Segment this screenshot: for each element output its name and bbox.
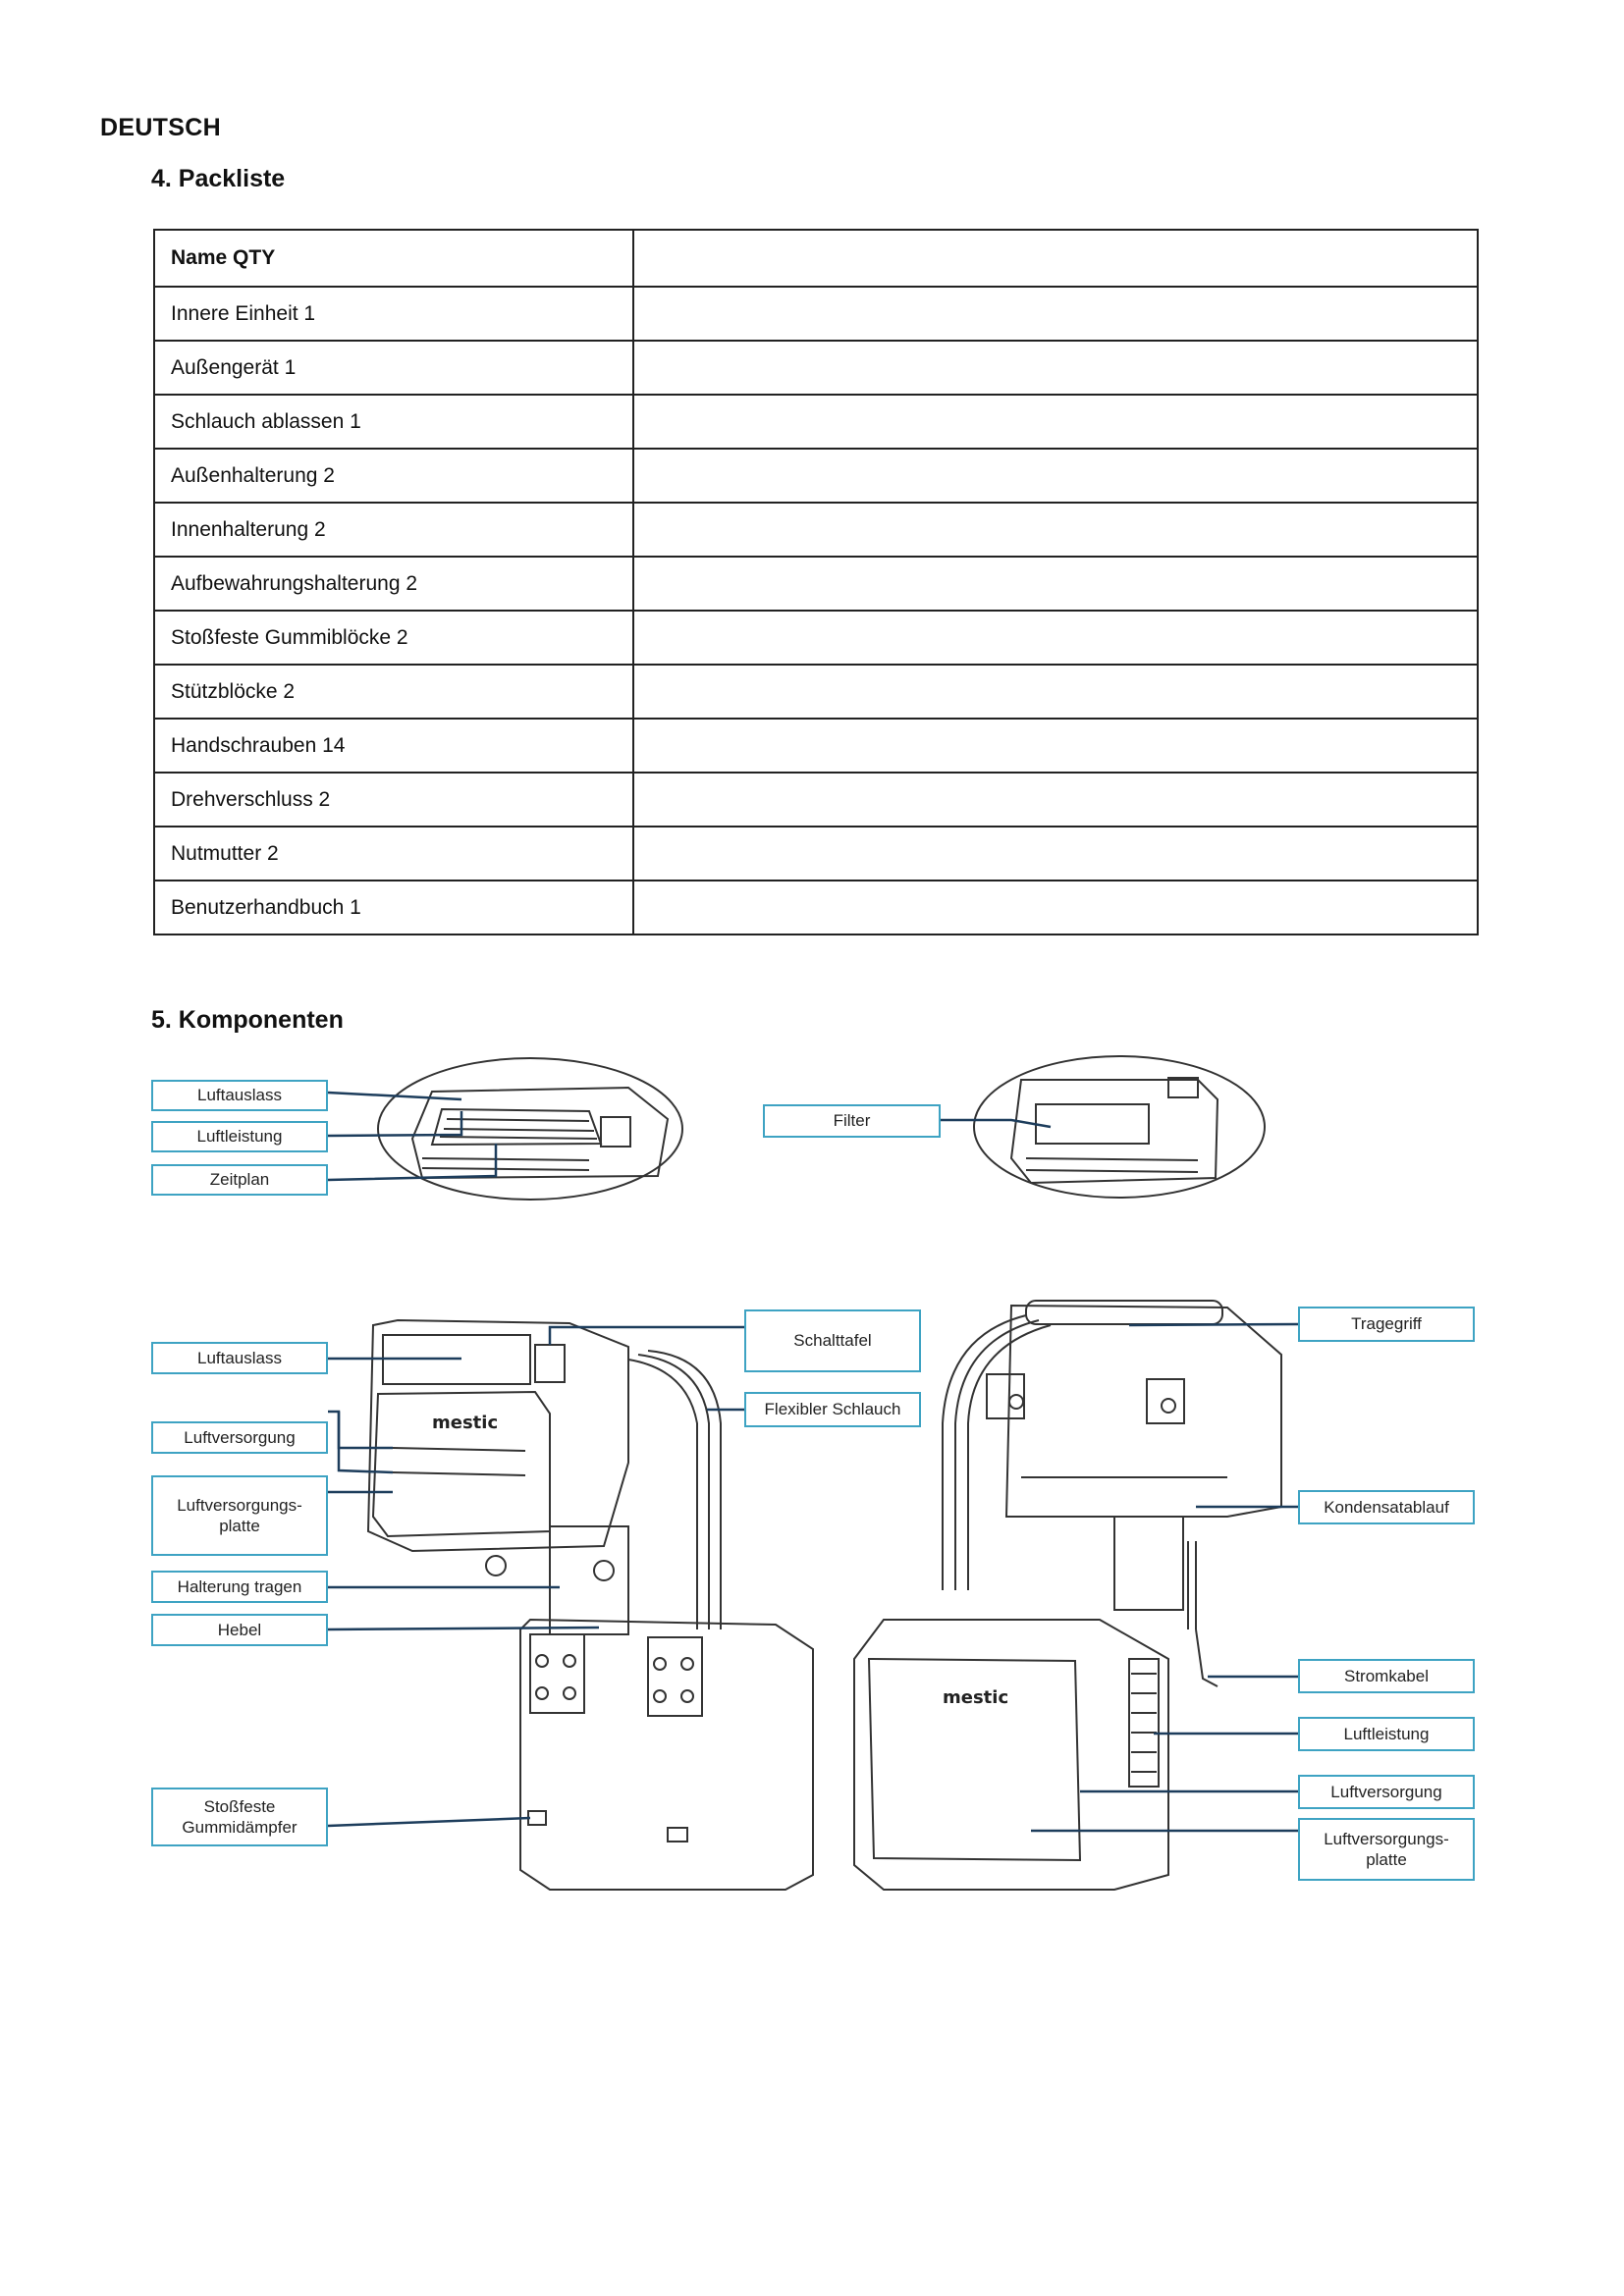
table-header-cell: Name QTY (154, 230, 633, 287)
label-line: Gummidämpfer (182, 1818, 298, 1837)
table-cell: Nutmutter 2 (154, 827, 633, 881)
label-hebel: Hebel (151, 1614, 328, 1646)
table-cell: Drehverschluss 2 (154, 773, 633, 827)
table-cell: Außengerät 1 (154, 341, 633, 395)
label-kondensatablauf: Kondensatablauf (1298, 1490, 1475, 1524)
rubber-damper (528, 1811, 546, 1825)
zoom-ellipse-filter (974, 1056, 1265, 1198)
table-cell: Aufbewahrungshalterung 2 (154, 557, 633, 611)
label-luftversorgung-right: Luftversorgung (1298, 1775, 1475, 1809)
label-line: Luftversorgungs- (1324, 1829, 1449, 1848)
label-luftleistung: Luftleistung (1298, 1717, 1475, 1751)
table-cell: Außenhalterung 2 (154, 449, 633, 503)
table-cell: Handschrauben 14 (154, 719, 633, 773)
label-line: platte (1366, 1850, 1407, 1869)
air-outlet-grille (1129, 1659, 1159, 1787)
bracket-rear (1114, 1517, 1183, 1610)
power-cable (1196, 1629, 1218, 1686)
label-luftversorgung: Luftversorgung (151, 1421, 328, 1454)
table-cell: Innere Einheit 1 (154, 287, 633, 341)
packlist-title: 4. Packliste (151, 165, 286, 192)
components-title: 5. Komponenten (151, 1006, 344, 1034)
label-zeitplan: Zeitplan (151, 1164, 328, 1196)
label-stossfeste-gummidaempfer (151, 1788, 328, 1846)
table-cell: Schlauch ablassen 1 (154, 395, 633, 449)
carry-handle (1026, 1301, 1222, 1324)
carry-bracket (550, 1526, 628, 1634)
label-luftleistung-top: Luftleistung (151, 1121, 328, 1152)
label-line: Stoßfeste (203, 1796, 276, 1816)
label-line: Luftversorgungs- (177, 1495, 302, 1515)
label-luftversorgungsplatte (151, 1475, 328, 1556)
label-stromkabel: Stromkabel (1298, 1659, 1475, 1693)
mount-plate-left (530, 1634, 584, 1713)
label-luftversorgungsplatte-right (1298, 1818, 1475, 1881)
brand-logo-right: mestic (943, 1687, 1009, 1708)
label-luftauslass: Luftauslass (151, 1342, 328, 1374)
label-luftauslass-top: Luftauslass (151, 1080, 328, 1111)
mount-plate-right (648, 1637, 702, 1716)
label-halterung-tragen: Halterung tragen (151, 1571, 328, 1603)
indoor-unit-rear (1006, 1306, 1281, 1517)
table-cell: Innenhalterung 2 (154, 503, 633, 557)
flexible-hose (628, 1360, 697, 1629)
table-cell: Stützblöcke 2 (154, 665, 633, 719)
indoor-unit-front (368, 1320, 628, 1551)
language-heading: DEUTSCH (100, 114, 221, 141)
label-tragegriff: Tragegriff (1298, 1307, 1475, 1342)
label-flexibler-schlauch: Flexibler Schlauch (744, 1392, 921, 1427)
label-filter: Filter (763, 1104, 941, 1138)
control-keypad (601, 1117, 630, 1147)
table-cell: Stoßfeste Gummiblöcke 2 (154, 611, 633, 665)
label-line: platte (219, 1517, 260, 1535)
brand-logo-left: mestic (432, 1413, 499, 1433)
line-art (368, 1056, 1281, 1890)
label-schalttafel: Schalttafel (744, 1309, 921, 1372)
unit-filter-view (1011, 1080, 1218, 1183)
filter-cartridge (1036, 1104, 1149, 1144)
indoor-unit-keypad (535, 1345, 565, 1382)
table-cell: Benutzerhandbuch 1 (154, 881, 633, 934)
